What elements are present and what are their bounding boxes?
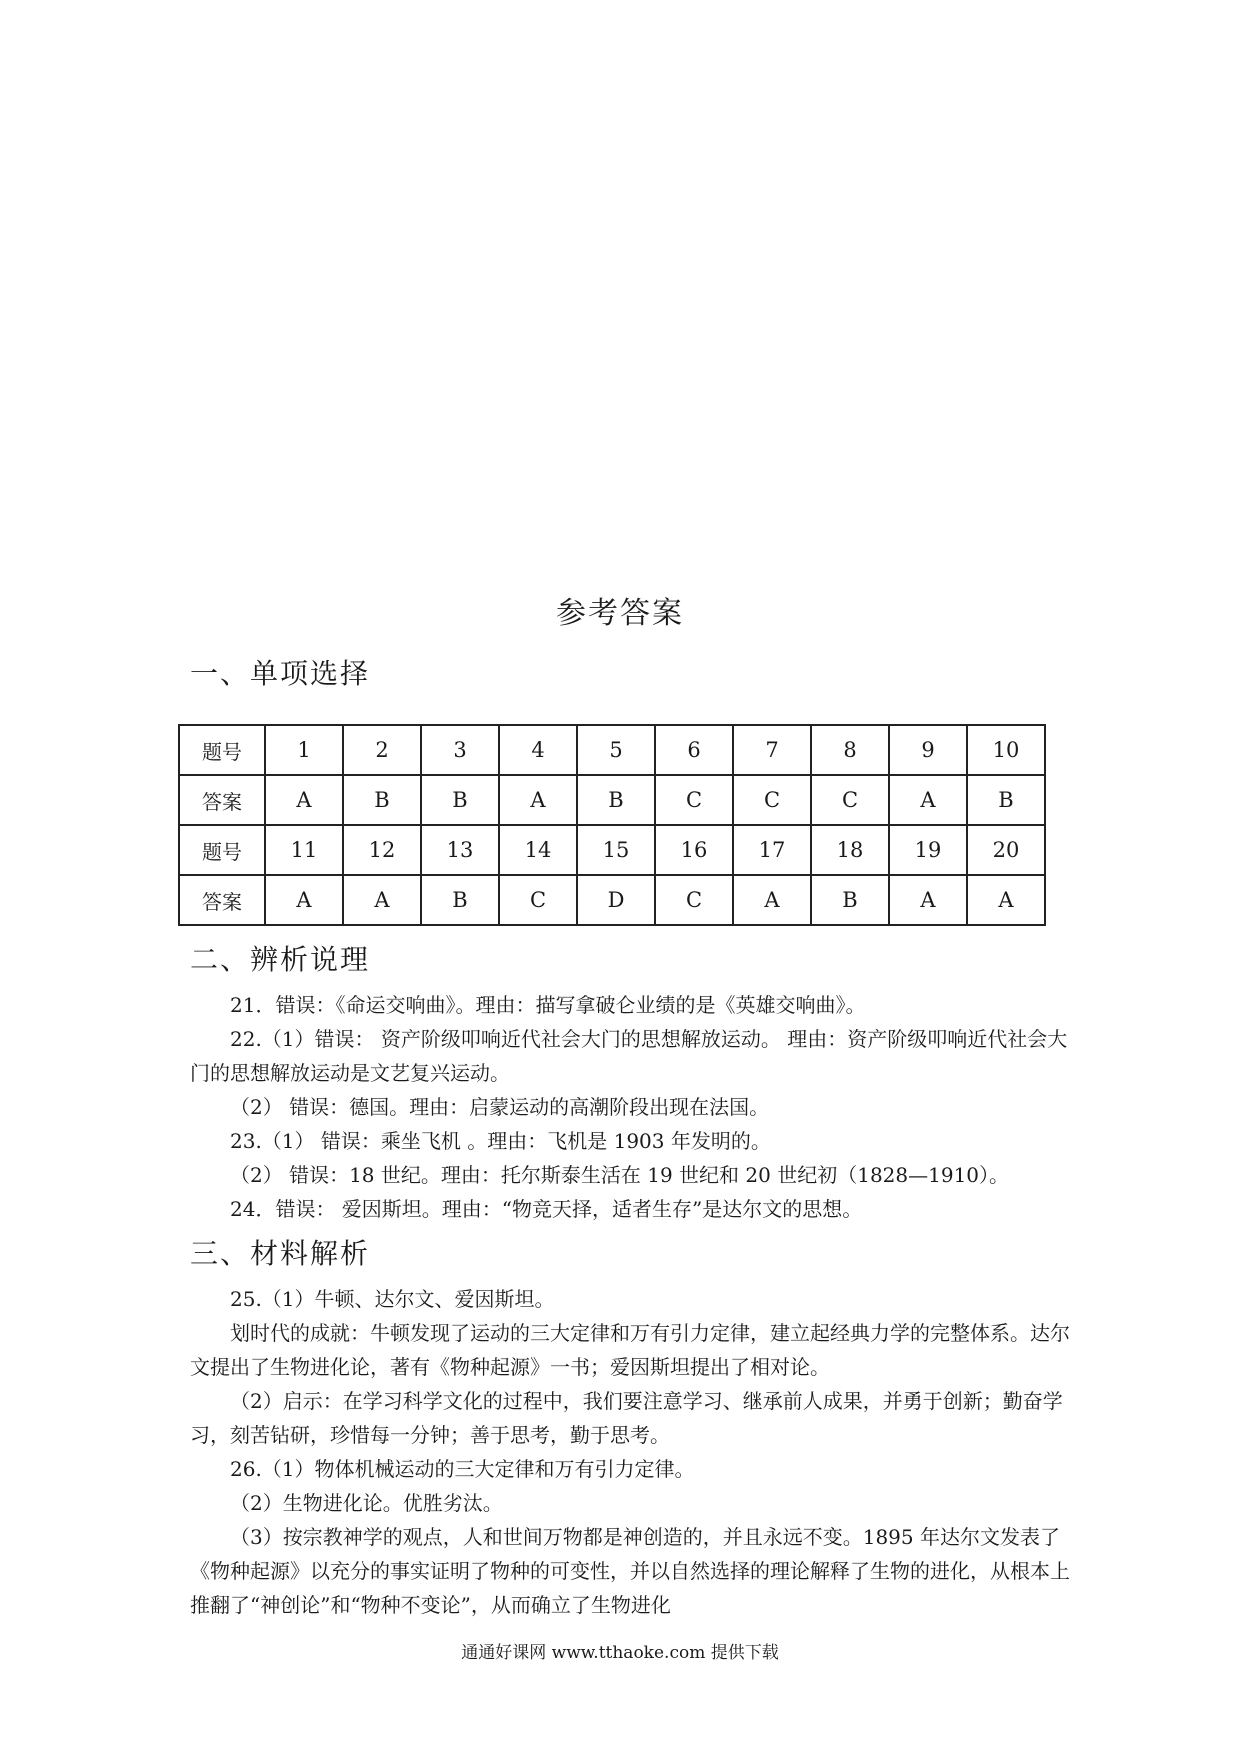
table-cell: 9	[889, 725, 967, 775]
table-cell: 7	[733, 725, 811, 775]
table-cell: C	[655, 875, 733, 925]
answer-23-1: 23.（1） 错误：乘坐飞机 。理由：飞机是 1903 年发明的。	[230, 1129, 771, 1153]
table-cell: 8	[811, 725, 889, 775]
table-row-questions-2	[179, 825, 1045, 875]
table-cell: 14	[499, 825, 577, 875]
row-label: 答案	[179, 775, 265, 825]
table-cell: A	[265, 875, 343, 925]
table-cell: 15	[577, 825, 655, 875]
table-cell: B	[967, 775, 1045, 825]
table-cell: A	[967, 875, 1045, 925]
table-cell: 4	[499, 725, 577, 775]
table-cell: C	[811, 775, 889, 825]
table-row-answers-2	[179, 875, 1045, 925]
table-cell: 13	[421, 825, 499, 875]
table-cell: 18	[811, 825, 889, 875]
table-cell: B	[421, 875, 499, 925]
table-cell: B	[421, 775, 499, 825]
table-cell: B	[811, 875, 889, 925]
table-row-questions-1	[179, 725, 1045, 775]
answer-21: 21．错误：《命运交响曲》。理由：描写拿破仑业绩的是《英雄交响曲》。	[230, 993, 866, 1017]
table-cell: A	[343, 875, 421, 925]
table-cell: A	[889, 775, 967, 825]
analysis-answers	[190, 988, 1070, 1226]
table-cell: 10	[967, 725, 1045, 775]
answer-26-1: 26.（1）物体机械运动的三大定律和万有引力定律。	[230, 1457, 695, 1481]
section-heading-analysis: 二、辨析说理	[190, 943, 371, 976]
row-label: 题号	[179, 825, 265, 875]
table-cell: A	[889, 875, 967, 925]
table-cell: 11	[265, 825, 343, 875]
answer-25-achievements: 划时代的成就：牛顿发现了运动的三大定律和万有引力定律，建立起经典力学的完整体系。达尔文提出了生物进化论，著有《物种起源》一书；爱因斯坦提出了相对论。	[190, 1321, 1070, 1379]
answer-22-1: 22.（1）错误： 资产阶级叩响近代社会大门的思想解放运动。 理由：资产阶级叩响近代社会大门的思想解放运动是文艺复兴运动。	[190, 1027, 1068, 1085]
section-heading-material: 三、材料解析	[190, 1237, 371, 1270]
row-label: 题号	[179, 725, 265, 775]
table-cell: 12	[343, 825, 421, 875]
table-cell: C	[733, 775, 811, 825]
answer-23-2: （2） 错误：18 世纪。理由：托尔斯泰生活在 19 世纪和 20 世纪初（1828—1910）。	[230, 1163, 1010, 1187]
table-cell: A	[733, 875, 811, 925]
answer-26-2: （2）生物进化论。优胜劣汰。	[230, 1491, 503, 1515]
answer-22-2: （2） 错误：德国。理由：启蒙运动的高潮阶段出现在法国。	[230, 1095, 770, 1119]
material-answers	[190, 1282, 1070, 1622]
row-label: 答案	[179, 875, 265, 925]
table-cell: B	[577, 775, 655, 825]
table-cell: 19	[889, 825, 967, 875]
table-cell: 2	[343, 725, 421, 775]
answer-25-2: （2）启示：在学习科学文化的过程中，我们要注意学习、继承前人成果，并勇于创新；勤奋学习，刻苦钻研，珍惜每一分钟；善于思考，勤于思考。	[190, 1389, 1063, 1447]
page-title: 参考答案	[556, 596, 684, 631]
answer-25-1: 25.（1）牛顿、达尔文、爱因斯坦。	[230, 1287, 555, 1311]
table-cell: 1	[265, 725, 343, 775]
table-cell: 17	[733, 825, 811, 875]
answer-24: 24．错误： 爱因斯坦。理由：“物竞天择，适者生存”是达尔文的思想。	[230, 1197, 863, 1221]
table-cell: 20	[967, 825, 1045, 875]
table-cell: C	[499, 875, 577, 925]
table-cell: C	[655, 775, 733, 825]
table-cell: B	[343, 775, 421, 825]
table-row-answers-1	[179, 775, 1045, 825]
table-cell: A	[499, 775, 577, 825]
table-cell: 16	[655, 825, 733, 875]
answer-table	[178, 724, 1046, 926]
table-cell: 3	[421, 725, 499, 775]
answer-26-3: （3）按宗教神学的观点，人和世间万物都是神创造的，并且永远不变。1895 年达尔文发表了《物种起源》以充分的事实证明了物种的可变性，并以自然选择的理论解释了生物的进化，从根本上推翻了“神创论”和“物种不变论”，从而确立了生物进化	[190, 1525, 1070, 1617]
table-cell: 6	[655, 725, 733, 775]
table-cell: 5	[577, 725, 655, 775]
table-cell: A	[265, 775, 343, 825]
footer-text: 通通好课网 www.tthaoke.com 提供下载	[461, 1643, 779, 1663]
table-cell: D	[577, 875, 655, 925]
section-heading-single-choice: 一、单项选择	[190, 657, 371, 690]
